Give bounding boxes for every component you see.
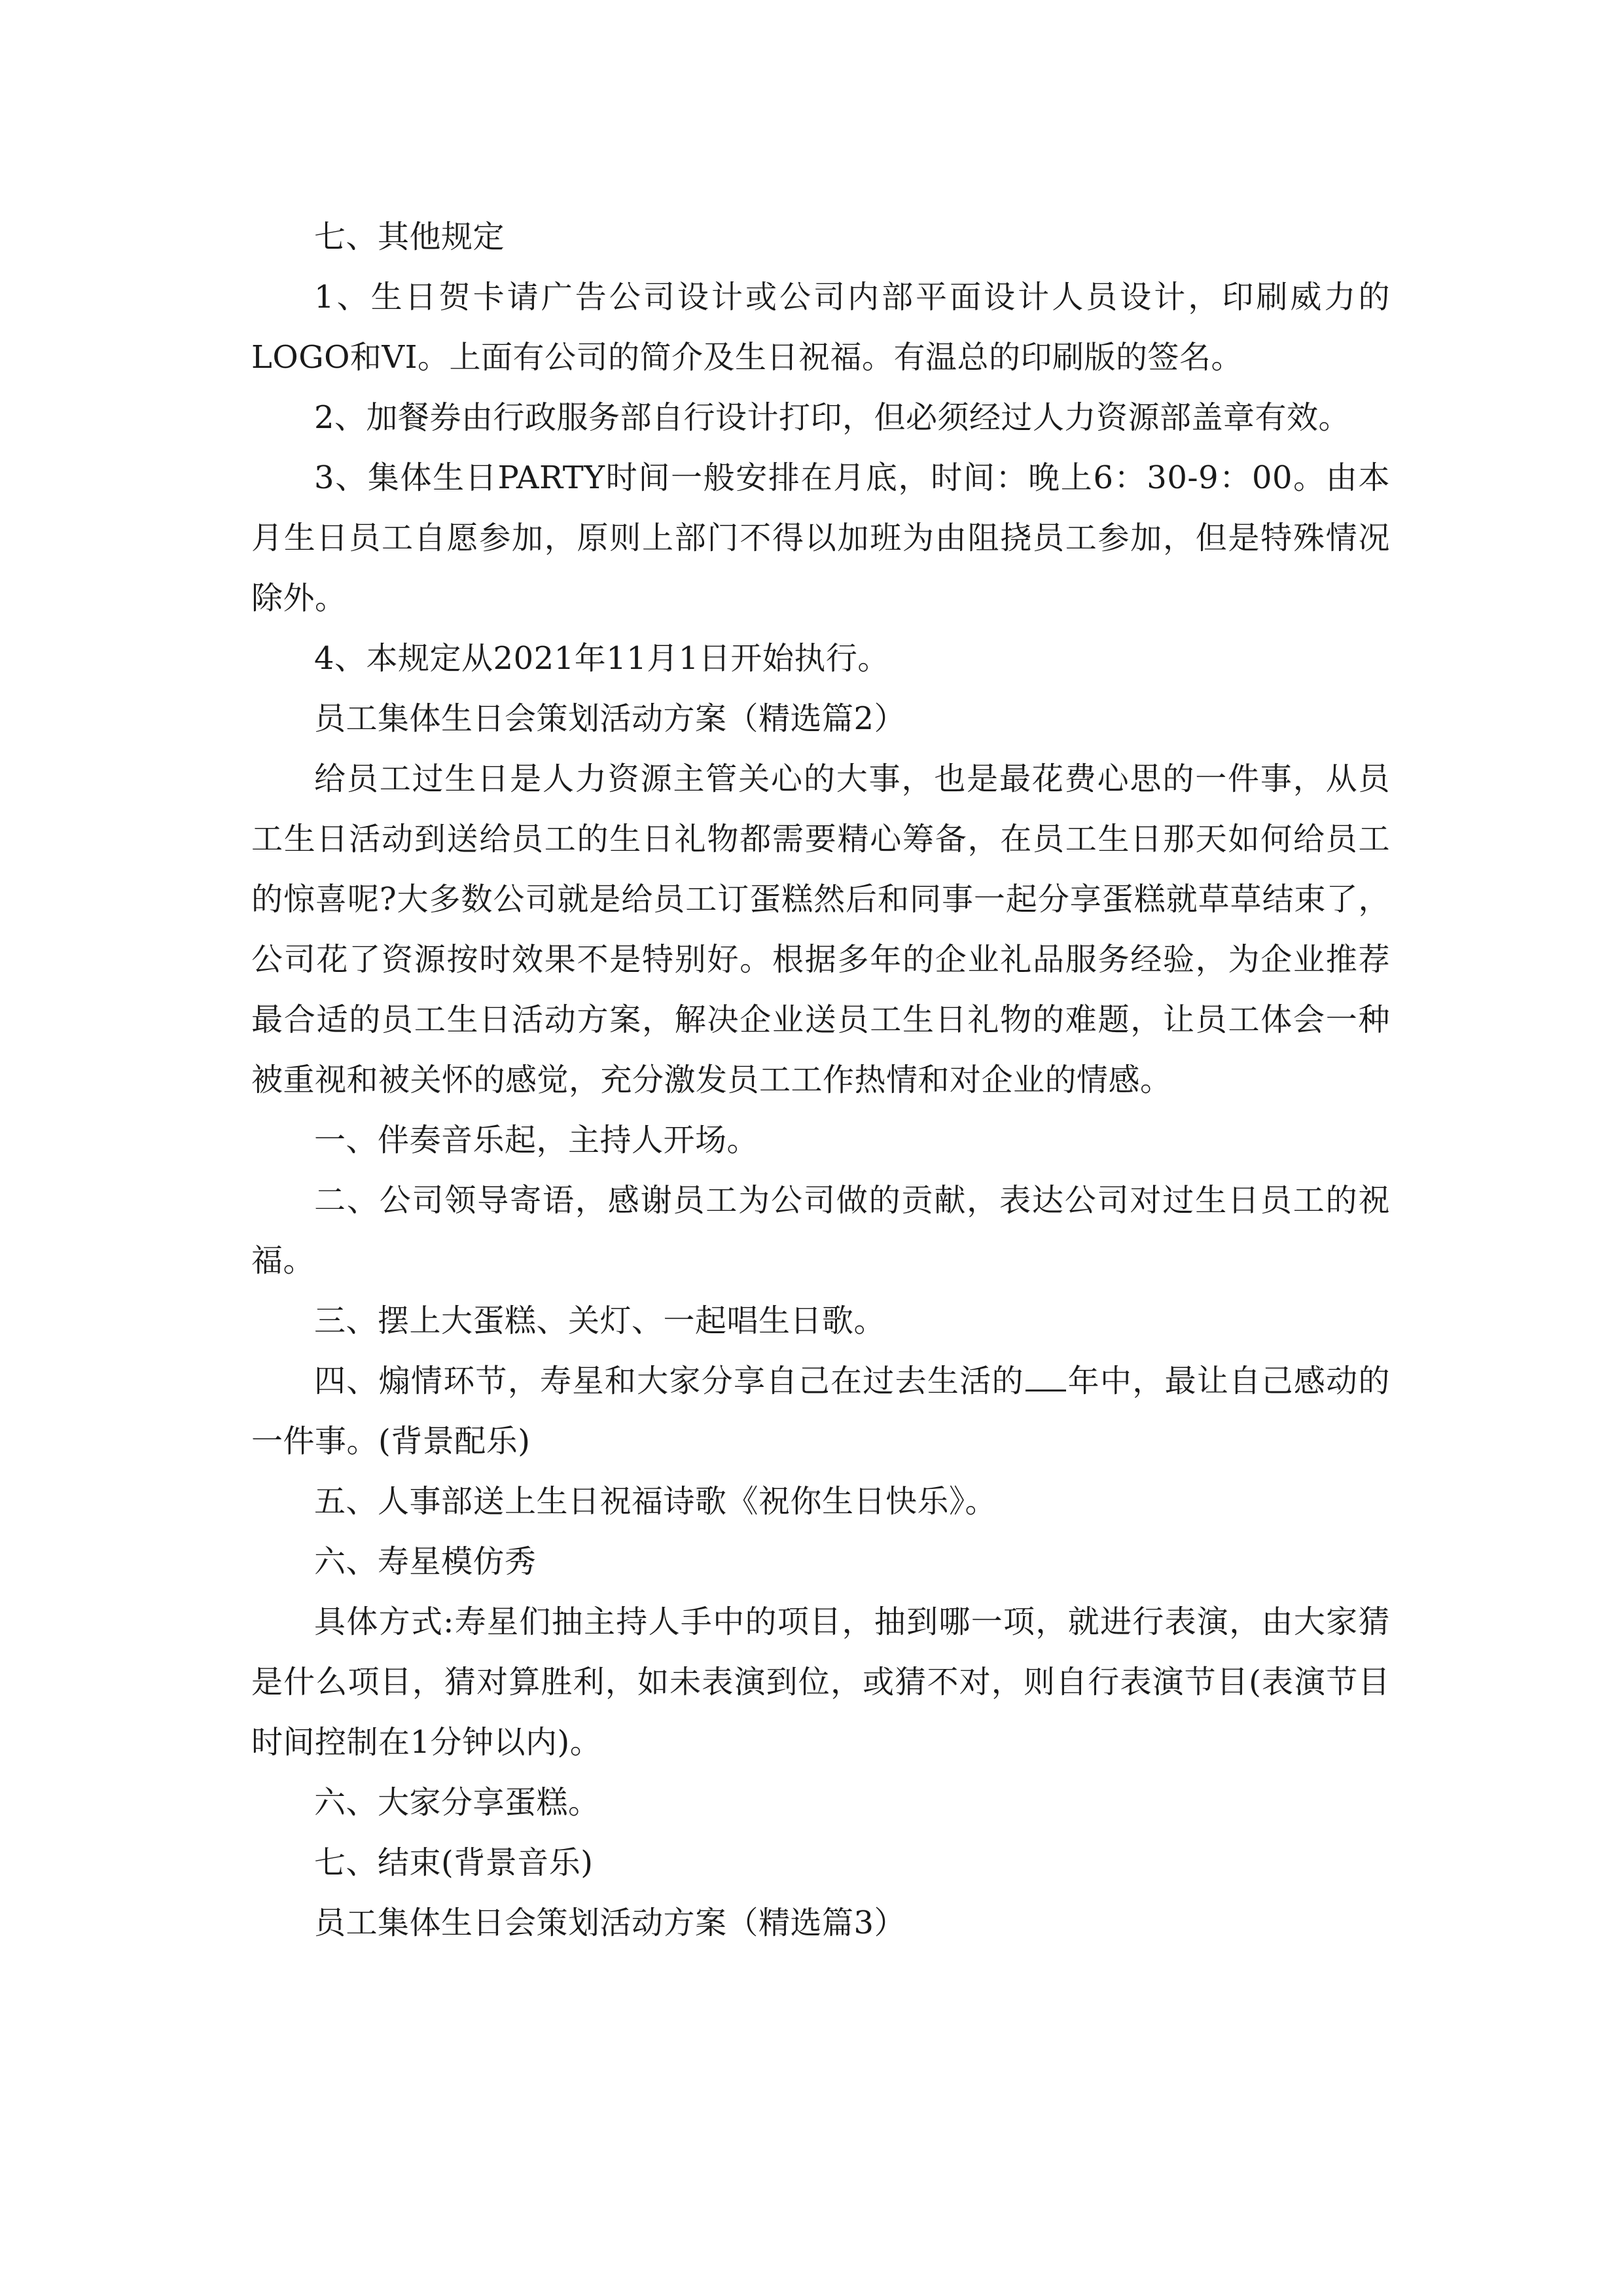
text-segment: 年中，最让自己感动的一件事。(背景配乐) <box>251 1363 1390 1460</box>
paragraph: 4、本规定从2021年11月1日开始执行。 <box>314 640 889 677</box>
paragraph: 3、集体生日PARTY时间一般安排在月底，时间：晚上6：30-9：00。由本月生日员工自愿参加，原则上部门不得以加班为由阻挠员工参加，但是特殊情况除外。 <box>251 459 1390 617</box>
article-title: 员工集体生日会策划活动方案（精选篇2） <box>314 700 906 737</box>
list-item: 六、大家分享蛋糕。 <box>314 1784 600 1821</box>
list-item: 一、伴奏音乐起，主持人开场。 <box>314 1122 759 1158</box>
paragraph: 2、加餐券由行政服务部自行设计打印，但必须经过人力资源部盖章有效。 <box>314 399 1351 436</box>
paragraph: 给员工过生日是人力资源主管关心的大事，也是最花费心思的一件事，从员工生日活动到送给员工的生日礼物都需要精心筹备，在员工生日那天如何给员工的惊喜呢?大多数公司就是给员工订蛋糕然后和同事一起分享蛋糕就草草结束了，公司花了资源按时效果不是特别好。根据多年的企业礼品服务经验，为企业推荐最合适的员工生日活动方案，解决企业送员工生日礼物的难题，让员工体会一种被重视和被关怀的感觉，充分激发员工工作热情和对企业的情感。 <box>251 761 1390 1098</box>
text-segment: 四、煽情环节，寿星和大家分享自己在过去生活的 <box>314 1363 1024 1399</box>
document-page <box>251 207 1390 1953</box>
list-item: 五、人事部送上生日祝福诗歌《祝你生日快乐》。 <box>314 1483 997 1520</box>
list-item: 六、寿星模仿秀 <box>314 1543 537 1580</box>
paragraph: 具体方式:寿星们抽主持人手中的项目，抽到哪一项，就进行表演，由大家猜是什么项目，猜对算胜利，如未表演到位，或猜不对，则自行表演节目(表演节目时间控制在1分钟以内)。 <box>251 1604 1390 1761</box>
paragraph: 1、生日贺卡请广告公司设计或公司内部平面设计人员设计，印刷威力的LOGO和VI。上面有公司的简介及生日祝福。有温总的印刷版的签名。 <box>251 279 1390 376</box>
list-item: 三、摆上大蛋糕、关灯、一起唱生日歌。 <box>314 1302 886 1339</box>
list-item: 二、公司领导寄语，感谢员工为公司做的贡献，表达公司对过生日员工的祝福。 <box>251 1182 1390 1279</box>
list-item <box>251 1351 1390 1471</box>
section-heading: 七、其他规定 <box>314 219 505 255</box>
list-item: 七、结束(背景音乐) <box>314 1844 594 1881</box>
article-title: 员工集体生日会策划活动方案（精选篇3） <box>314 1905 906 1941</box>
fill-blank-line <box>1026 1363 1066 1391</box>
